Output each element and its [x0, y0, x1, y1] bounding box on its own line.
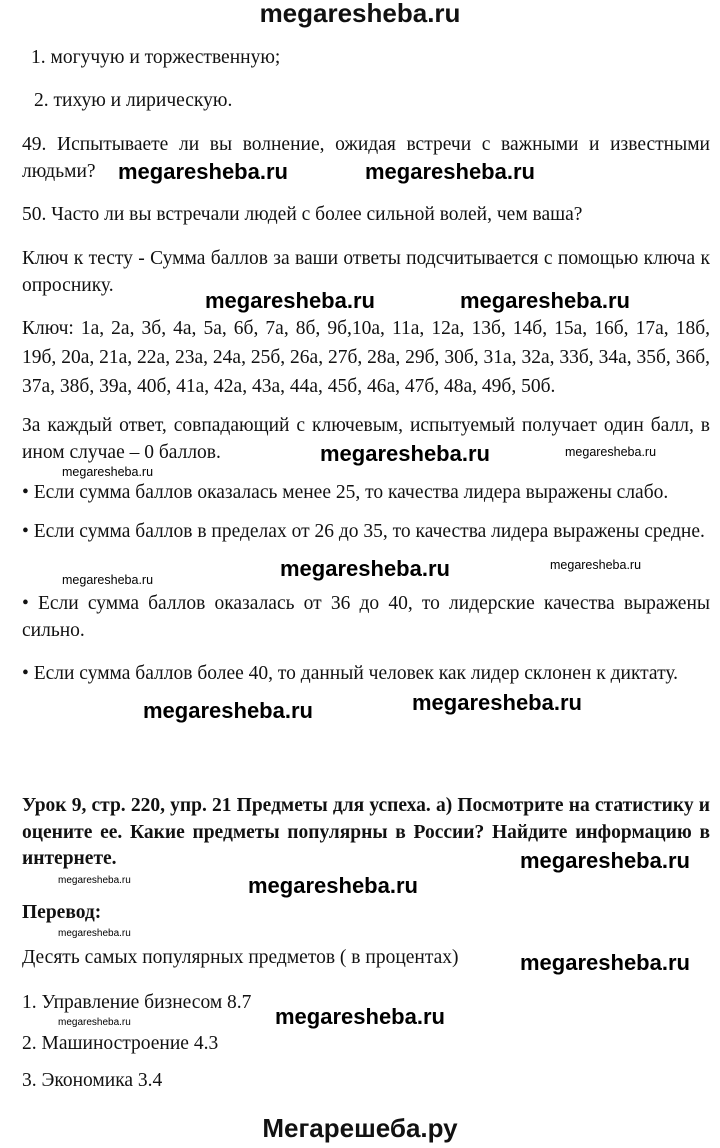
site-header: megaresheba.ru [259, 0, 461, 28]
watermark: megaresheba.ru [62, 573, 154, 587]
watermark: megaresheba.ru [565, 445, 657, 459]
key-intro: Ключ к тесту - Сумма баллов за ваши ответы подсчитывается с помощью ключа к опроснику. [22, 248, 710, 296]
watermark: megaresheba.ru [520, 848, 690, 873]
result-4: • Если сумма баллов более 40, то данный человек как лидер склонен к диктату. [22, 663, 679, 684]
scoring-rule: За каждый ответ, совпадающий с ключевым, испытуемый получает один балл, в ином случае – 0 баллов. [22, 415, 710, 463]
watermark: megaresheba.ru [248, 873, 418, 898]
lesson-heading: Урок 9, стр. 220, упр. 21 Предметы для успеха. а) Посмотрите на статистику и оцените ее. Какие предметы популярны в России? Найдите информацию в интернете. [22, 795, 710, 869]
watermark: megaresheba.ru [520, 950, 690, 975]
question-50: 50. Часто ли вы встречали людей с более сильной волей, чем ваша? [22, 204, 583, 225]
watermark: megaresheba.ru [460, 288, 630, 313]
option-2: 2. тихую и лирическую. [34, 90, 233, 111]
watermark: megaresheba.ru [275, 1004, 445, 1029]
result-1: • Если сумма баллов оказалась менее 25, то качества лидера выражены слабо. [22, 482, 669, 503]
watermark: megaresheba.ru [58, 1017, 131, 1028]
site-footer: Мегарешеба.ру [262, 1113, 458, 1143]
watermark: megaresheba.ru [118, 159, 288, 184]
watermark: megaresheba.ru [205, 288, 375, 313]
result-2: • Если сумма баллов в пределах от 26 до 35, то качества лидера выражены средне. [22, 521, 705, 542]
result-3: • Если сумма баллов оказалась от 36 до 40, то лидерские качества выражены сильно. [22, 593, 710, 641]
list-title: Десять самых популярных предметов ( в процентах) [22, 947, 459, 968]
watermark: megaresheba.ru [280, 556, 450, 581]
translation-label: Перевод: [22, 902, 102, 923]
watermark: megaresheba.ru [320, 441, 490, 466]
watermark: megaresheba.ru [365, 159, 535, 184]
watermark: megaresheba.ru [550, 558, 642, 572]
watermark: megaresheba.ru [143, 698, 313, 723]
watermark: megaresheba.ru [62, 465, 154, 479]
watermark: megaresheba.ru [58, 928, 131, 939]
option-1: 1. могучую и торжественную; [31, 47, 281, 68]
subject-2: 2. Машиностроение 4.3 [22, 1033, 219, 1054]
question-49: 49. Испытываете ли вы волнение, ожидая встречи с важными и известными людьми? [22, 134, 710, 182]
watermark: megaresheba.ru [58, 875, 131, 886]
answer-key: Ключ: 1а, 2а, 3б, 4а, 5а, 6б, 7а, 8б, 9б,10а, 11а, 12а, 13б, 14б, 15а, 16б, 17а, 18б, 19б, 20а, 21а, 22а, 23а, 24а, 25б, 26а, 27б, 28а, 29б, 30б, 31а, 32а, 33б, 34а, 35б, 36б, 37а, 38б, 39а, 40б, 41а, 42а, 43а, 44а, 45б, 46а, 47б, 48а, 49б, 50б. [22, 318, 710, 397]
watermark: megaresheba.ru [412, 690, 582, 715]
subject-3: 3. Экономика 3.4 [22, 1070, 163, 1091]
subject-1: 1. Управление бизнесом 8.7 [22, 992, 252, 1013]
